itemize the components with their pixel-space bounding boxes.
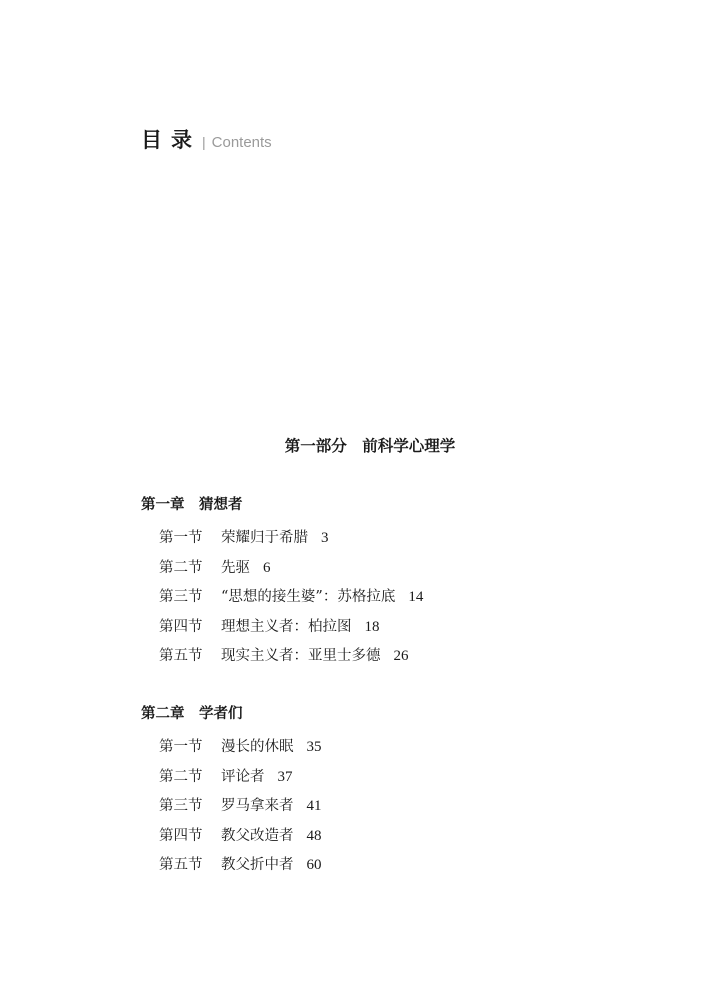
- title-separator: |: [202, 134, 206, 150]
- page-number: 3: [321, 530, 329, 546]
- page-number: 48: [306, 827, 322, 844]
- section-number: 第二节: [159, 559, 203, 576]
- page-number: 41: [306, 798, 322, 815]
- section-number: 第五节: [159, 648, 203, 665]
- section-number: 第一节: [159, 530, 203, 546]
- toc-entry[interactable]: [159, 554, 661, 584]
- section-title: 荣耀归于希腊: [221, 530, 308, 546]
- page-number: 35: [306, 739, 322, 755]
- section-title: 现实主义者：亚里士多德: [221, 648, 381, 665]
- section-number: 第一节: [159, 739, 203, 755]
- toc-entry[interactable]: [159, 642, 661, 672]
- section-title: 先驱: [221, 559, 250, 576]
- toc-subtitle: Contents: [211, 134, 272, 151]
- section-number: 第四节: [159, 827, 203, 844]
- section-title: 罗马拿来者: [221, 798, 294, 815]
- section-number: 第三节: [159, 589, 203, 606]
- toc-entry[interactable]: [159, 583, 661, 613]
- page-number: 26: [393, 648, 409, 665]
- chapter-title[interactable]: 第一章 猜想者: [141, 497, 243, 513]
- page-number: 60: [306, 857, 322, 874]
- page-number: 6: [263, 559, 271, 576]
- section-number: 第三节: [159, 798, 203, 815]
- chapter-2: [141, 703, 661, 881]
- page-number: 14: [408, 589, 424, 606]
- chapter-1: [141, 494, 661, 672]
- toc-entry[interactable]: [159, 613, 661, 643]
- toc-entry[interactable]: [159, 851, 661, 881]
- section-title: 理想主义者：柏拉图: [221, 618, 352, 635]
- toc-entry[interactable]: [159, 822, 661, 852]
- toc-entry[interactable]: [159, 763, 661, 793]
- section-title: 漫长的休眠: [221, 739, 294, 755]
- section-title: 教父折中者: [221, 857, 294, 874]
- section-title: 教父改造者: [221, 827, 294, 844]
- section-number: 第四节: [159, 618, 203, 635]
- toc-entry[interactable]: [159, 524, 661, 554]
- section-number: 第二节: [159, 768, 203, 785]
- section-title: 评论者: [221, 768, 265, 785]
- page-number: 18: [364, 618, 380, 635]
- toc-header: [141, 124, 272, 154]
- section-title: “思想的接生婆”：苏格拉底: [221, 589, 396, 606]
- toc-entry[interactable]: [159, 733, 661, 763]
- part-title: 第一部分 前科学心理学: [284, 437, 456, 455]
- section-number: 第五节: [159, 857, 203, 874]
- toc-title: 目录: [141, 128, 201, 152]
- section-list: [141, 733, 661, 881]
- section-list: [141, 524, 661, 672]
- chapter-title[interactable]: 第二章 学者们: [141, 706, 243, 722]
- toc-entry[interactable]: [159, 792, 661, 822]
- page-number: 37: [277, 768, 293, 785]
